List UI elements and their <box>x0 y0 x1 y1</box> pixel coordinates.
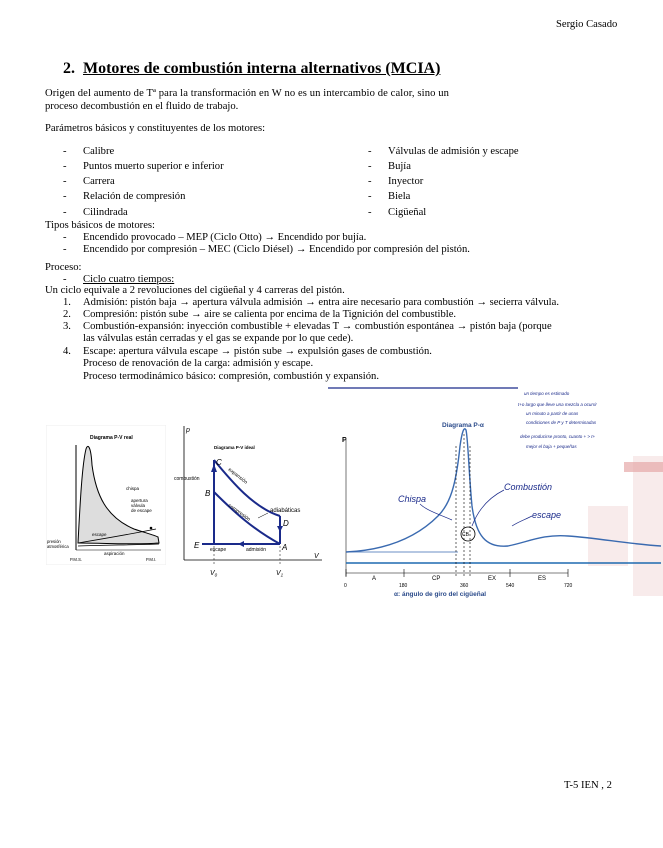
label-cb: CB <box>462 532 469 538</box>
label-pmi: P.M.I. <box>146 557 157 562</box>
label-chispa: chispa <box>126 486 140 491</box>
tick-0: 0 <box>344 583 347 589</box>
axis-p: p <box>186 427 190 434</box>
svg-text:un tiempo es estimado: un tiempo es estimado <box>524 391 570 396</box>
pv-real-title: Diagrama P-V real <box>90 435 133 441</box>
tick-180: 180 <box>399 583 408 589</box>
list-item: - Bujía <box>368 161 411 172</box>
label-apertura-2: válvula <box>131 503 146 508</box>
svg-text:t+o largo que lleve una mezcla: t+o largo que lleve una mezcla a ocurrir <box>518 402 597 407</box>
renovation-text: Proceso de renovación de la carga: admisión y escape. <box>83 358 314 369</box>
axis-v: V <box>314 553 319 560</box>
list-item: 2. Compresión: pistón sube → aire se calienta por encima de la Tignición del combustible. <box>63 309 457 320</box>
list-item: - Relación de compresión <box>63 191 186 202</box>
point-a: A <box>282 543 288 552</box>
segment-cp: CP <box>432 576 441 582</box>
hand-combustion: Combustión <box>504 482 553 492</box>
label-escape-ideal: escape <box>210 547 227 553</box>
page-footer: T-5 IEN , 2 <box>564 780 612 791</box>
list-item: - Cilindrada <box>63 207 128 218</box>
list-item: 4. Escape: apertura válvula escape → pistón sube → expulsión gases de combustión. <box>63 346 432 357</box>
list-item: - Calibre <box>63 146 115 157</box>
list-item: - Biela <box>368 191 411 202</box>
hand-chispa: Chispa <box>398 494 427 504</box>
label-combustion: combustión <box>174 476 200 482</box>
p-alpha-title: Diagrama P-α <box>442 422 484 429</box>
cycle-text: Un ciclo equivale a 2 revoluciones del cigüeñal y 4 carreras del pistón. <box>45 285 345 296</box>
intro-line-1: Origen del aumento de Tª para la transformación en W no es un intercambio de calor, sino un <box>45 88 450 99</box>
point-c: C <box>216 458 222 467</box>
segment-es: ES <box>538 576 547 582</box>
label-escape: escape <box>92 532 107 537</box>
svg-text:debe producirse pronto, cuanto: debe producirse pronto, cuanto + > t+ <box>520 434 596 439</box>
intro-line-2: proceso decombustión en el fluido de trabajo. <box>45 101 239 112</box>
label-apertura-3: de escape <box>131 508 152 513</box>
label-aspiracion: aspiración <box>104 551 125 556</box>
axis-p-alpha: P <box>342 437 347 444</box>
label-expansion: expansión <box>226 466 249 486</box>
types-heading: Tipos básicos de motores: <box>45 220 155 231</box>
point-d: D <box>283 519 289 528</box>
tick-720: 720 <box>564 583 573 589</box>
point-e: E <box>194 541 200 550</box>
pv-real-diagram <box>46 425 166 565</box>
list-item: - Inyector <box>368 176 424 187</box>
label-presion-1: presión <box>47 539 61 544</box>
process-sub: - Ciclo cuatro tiempos: <box>63 274 175 285</box>
list-item: - Encendido por compresión – MEC (Ciclo Diésel) → Encendido por compresión del pistón. <box>63 244 470 255</box>
pv-ideal-title: Diagrama P-V ideal <box>214 445 255 450</box>
list-item: - Puntos muerto superior e inferior <box>63 161 224 172</box>
author-header: Sergio Casado <box>556 19 618 30</box>
label-compresion: compresión <box>226 502 252 523</box>
label-apertura-1: apertura <box>131 498 148 503</box>
svg-text:mejor el baja + pequeña: mejor el baja + pequeñas <box>526 444 577 449</box>
list-item: - Carrera <box>63 176 115 187</box>
tick-540: 540 <box>506 583 515 589</box>
label-v1: $V_1$ <box>276 570 284 578</box>
segment-ex: EX <box>488 576 497 582</box>
list-item: - Cigüeñal <box>368 207 427 218</box>
list-item: 3. Combustión-expansión: inyección combustible + elevadas T → combustión espontánea → pistón baja (porque <box>63 321 552 332</box>
pv-ideal-diagram <box>172 420 324 580</box>
label-presion-2: atmosférica <box>47 544 69 549</box>
p-alpha-xlabel: α: ángulo de giro del cigüeñal <box>394 591 487 598</box>
hand-escape: escape <box>532 510 562 520</box>
segment-a: A <box>372 576 377 582</box>
params-heading: Parámetros básicos y constituyentes de los motores: <box>45 123 266 134</box>
label-adiabaticas: adiabáticas <box>270 508 301 514</box>
list-item: - Encendido provocado – MEP (Ciclo Otto) → Encendido por bujía. <box>63 232 367 243</box>
list-item: 1. Admisión: pistón baja → apertura válvula admisión → entra aire necesario para combustión → secierra válvula. <box>63 297 559 308</box>
process-heading: Proceso: <box>45 262 82 273</box>
label-v0: $V_0$ <box>210 570 218 578</box>
label-pms: P.M.S. <box>70 557 83 562</box>
list-item-continuation: las válvulas están cerradas y el gas se expande por lo que cede). <box>83 333 354 344</box>
section-title-text: Motores de combustión interna alternativos (MCIA) <box>83 60 441 77</box>
point-b: B <box>205 489 211 498</box>
list-item: - Válvulas de admisión y escape <box>368 146 519 157</box>
tick-360: 360 <box>460 583 469 589</box>
section-number: 2. <box>63 60 75 77</box>
p-alpha-diagram <box>328 386 663 608</box>
thermo-text: Proceso termodinámico básico: compresión, combustión y expansión. <box>83 371 379 382</box>
section-title <box>63 60 440 78</box>
label-admision: admisión <box>246 547 267 553</box>
svg-text:un minuto a partir de unas: un minuto a partir de unas <box>526 411 579 416</box>
svg-text:condiciones de P y T determina: condiciones de P y T determinadas <box>526 420 597 425</box>
